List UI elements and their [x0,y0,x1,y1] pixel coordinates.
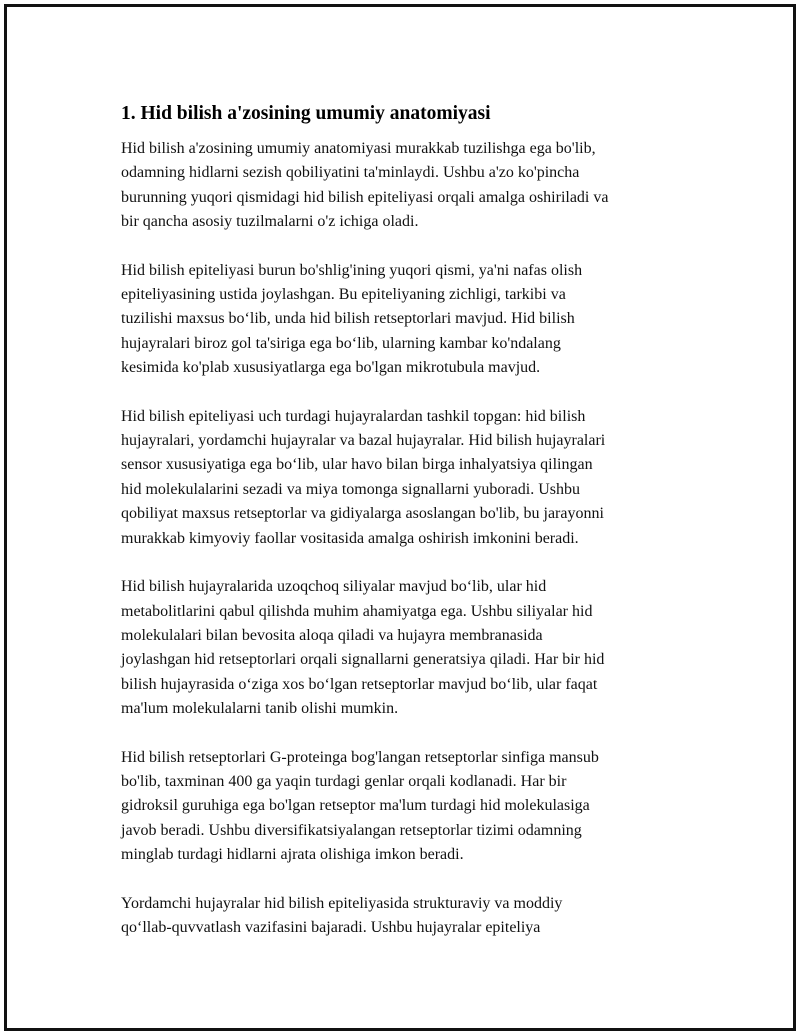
text-line: murakkab kimyoviy faollar vositasida amalga oshirish imkonini beradi. [121,529,579,547]
text-line: kesimida ko'plab xususiyatlarga ega bo'lgan mikrotubula mavjud. [121,359,541,377]
paragraph-3 [121,405,691,551]
paragraph-6 [121,892,691,941]
text-line: qo‘llab-quvvatlash vazifasini bajaradi. Ushbu hujayralar epiteliya [121,918,541,936]
text-line: hid molekulalarini sezadi va miya tomonga signallarni yuboradi. Ushbu [121,480,581,498]
paragraph-5 [121,746,691,868]
text-line: ma'lum molekulalarni tanib olishi mumkin. [121,700,399,718]
section-heading: 1. Hid bilish a'zosining umumiy anatomiyasi [121,103,491,124]
text-line: Hid bilish epiteliyasi uch turdagi hujayralardan tashkil topgan: hid bilish [121,407,586,425]
text-line: sensor xususiyatiga ega bo‘lib, ular havo bilan birga inhalyatsiya qilingan [121,456,593,474]
paragraph-4 [121,575,691,721]
page-frame [4,4,796,1031]
text-line: Hid bilish a'zosining umumiy anatomiyasi murakkab tuzilishga ega bo'lib, [121,140,596,157]
text-line: hujayralari, yordamchi hujayralar va bazal hujayralar. Hid bilish hujayralari [121,432,606,450]
text-line: qobiliyat maxsus retseptorlar va gidiyalarga asoslangan bo'lib, bu jarayonni [121,505,604,523]
text-line: molekulalari bilan bevosita aloqa qiladi va hujayra membranasida [121,626,543,644]
text-line: Hid bilish epiteliyasi burun bo'shlig'ining yuqori qismi, ya'ni nafas olish [121,261,583,279]
text-line: burunning yuqori qismidagi hid bilish epiteliyasi orqali amalga oshiriladi va [121,188,609,206]
document-body [121,101,691,964]
text-line: minglab turdagi hidlarni ajrata olishiga imkon beradi. [121,846,464,864]
text-line: bir qancha asosiy tuzilmalarni o'z ichiga oladi. [121,213,419,231]
text-line: odamning hidlarni sezish qobiliyatini ta'minlaydi. Ushbu a'zo ko'pincha [121,164,580,182]
text-line: javob beradi. Ushbu diversifikatsiyalangan retseptorlar tizimi odamning [121,821,582,839]
text-line: Yordamchi hujayralar hid bilish epiteliyasida strukturaviy va moddiy [121,894,563,912]
text-line: metabolitlarini qabul qilishda muhim ahamiyatga ega. Ushbu siliyalar hid [121,602,593,620]
text-line: Hid bilish hujayralarida uzoqchoq siliyalar mavjud bo‘lib, ular hid [121,578,547,596]
paragraph-1 [121,137,691,235]
text-line: epiteliyasining ustida joylashgan. Bu epiteliyaning zichligi, tarkibi va [121,286,566,304]
text-line: bo'lib, taxminan 400 ga yaqin turdagi genlar orqali kodlanadi. Har bir [121,772,567,790]
paragraph-2 [121,259,691,381]
text-line: joylashgan hid retseptorlari orqali signallarni generatsiya qiladi. Har bir hid [121,651,605,669]
text-line: bilish hujayrasida o‘ziga xos bo‘lgan retseptorlar mavjud bo‘lib, ular faqat [121,675,598,693]
text-line: gidroksil guruhiga ega bo'lgan retseptor ma'lum turdagi hid molekulasiga [121,797,590,815]
text-line: tuzilishi maxsus bo‘lib, unda hid bilish retseptorlari mavjud. Hid bilish [121,310,575,328]
text-line: hujayralari biroz gol ta'siriga ega bo‘lib, ularning kambar ko'ndalang [121,334,561,352]
text-line: Hid bilish retseptorlari G-proteinga bog'langan retseptorlar sinfiga mansub [121,748,599,766]
